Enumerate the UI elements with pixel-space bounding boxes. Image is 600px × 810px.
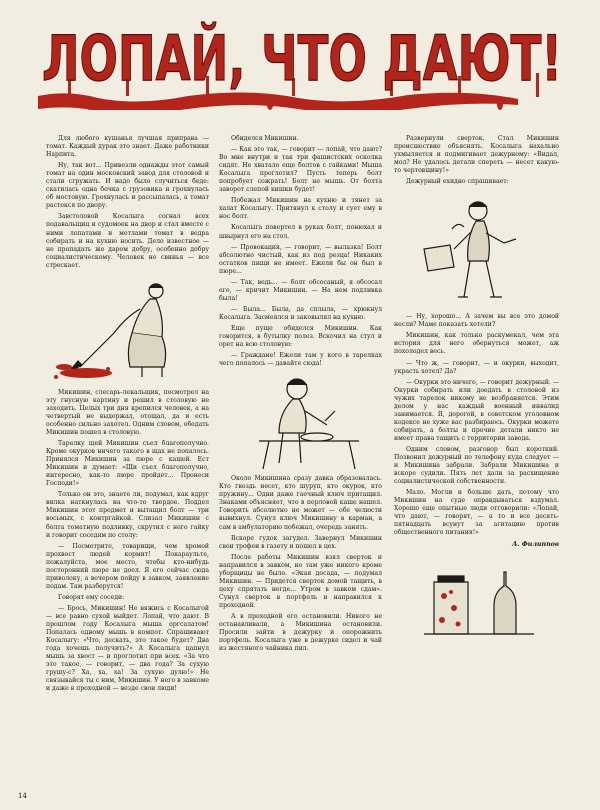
paragraph: — Так, ведь... — болт обсосаный, я обсосал его, — кричит Микишин. — На нем подливка была! [219,278,382,302]
paragraph: Микишин, слесарь-лекальщик, посмотрел на эту гнусную картину и решил в столовую не заходить. Целых три дня крепился человек, а на четвертый не выдержал, отощал, да и есть особенно сильно захотел. Одним словом, обедать Микишин пошел в столовую. [46,388,209,436]
paragraph: Косалыга повертел в руках болт, понюхал и швырнул его на стол. [219,224,382,240]
paragraph: Только он это, знаете ли, подумал, как вдруг вилка наткнулась на что-то твердое. Поддел Микишин этот предмет и вытащил болт — три восьмых, с контргайкой. Слизал Микишин с болта томатную подливку, скрутил с него гайку и говорит соседям по столу: [46,491,209,539]
paragraph: — Как это так, — говорит — лопай, что дают? Во мне внутри и так три фашистских осколка сидят. Не хватало еще болтов с гайками! Мыша Косалыга проглотил? Пусть теперь болт попробует сожрать! Болт не мышь. От болта заворот слепой кишки будет! [219,146,382,194]
paragraph: Дежурный ехидно спрашивает: [406,178,509,186]
jar-and-bottle-illustration [394,552,559,644]
paragraph: Микишин, как только раскумекал, чем эта история для него обернуться может, аж похолодел весь. [394,332,559,356]
title-text: ЛОПАЙ, ЧТО ДАЮТ! [42,22,562,95]
paragraph: Для любого кушанья лучшая приправа — томат. Каждый дурак это знает. Даже работники Нарпита. [46,135,209,159]
paragraph: — Провокация, — говорит, — вылазка! Болт абсолютно чистый, как из под резца! Никаких остатков пищи не имеет. Ежели бы он был в пюре... [219,243,382,275]
paragraph: Обиделся Микишин. [231,135,299,142]
paragraph: Завстоловой Косалыга согнал всех подавальщиц и судомоек на двор и стал вместе с ними лопатами и метлами томат в ведра собирать и на кухню носить. Дело известное — не пропадать же даром добру, особенно добру социалистическому. Человек не свинья — все стрескает. [46,213,209,269]
paragraph: Мало. Могли и больше дать, потому что Микишин на суде оправдываться вздумал. Хорошо еще опытные люди отговорили: «Лопай, что дают, — говорят, — а то и все десять-пятнадцать всунут за агитацию против общественного питания!» [394,489,559,537]
paragraph: Еще пуще обиделся Микишин. Как говорится, в бутылку полез. Вскочил на стул и орет на всю столовую: [219,324,382,349]
paragraph: Около Микишина сразу давка образовалась. Кто гвоздь несет, кто шуруп, кто окурок, кто пружину... Одни даже гаечный ключ притащил. Знаками объясняет, что в перловой каше нашел. Говорить абсолютно не может — обе челюсти вывихнул. Сунул ключ Микишину в карман, а сам в амбулаторию побежал, очередь занять. [219,475,382,531]
attendant-on-phone-illustration [394,189,559,309]
paragraph: — Посмотрите, товарищи, чем хромой прохвост людей кормит! Покараульте, пожалуйста, мое место, чтобы кто-нибудь посторонний пюре не доел. Я его сейчас сюда приволоку, а вечером пойду в завком, заявление подам. Там разберутся! [46,542,209,590]
paragraph: — Что ж, — говорит, — и окурки, выходит, украсть хотел? Да? [394,359,559,375]
paragraph: — Граждане! Ежели там у кого в тарелках чего попалось — давайте сюда! [219,352,382,368]
title-banner [30,18,575,110]
author-signature: А. Филиппов [512,540,559,548]
page-number: 14 [18,792,27,800]
paragraph: Тарелку щей Микишин съел благополучно. Кроме окурков ничего такого в щах не попалось. Принялся Микишин за пюре с кашей. Ест Микишин и думает: «Щи съел благополучно, интересно, как-то пюре пройдет... Пронеси Господи!» [46,440,209,488]
paragraph: Одним словом, разговор был короткий. Позвонил дежурный по телефону куда следует — и Микишина забрали. Забрали Микишина и вскоре судили. Пять лет дали за расхищение социалистической собственности. [394,445,559,486]
title-drip-decoration [30,18,575,110]
paragraph: Говорят ему соседи: [58,593,125,601]
man-eating-illustration [219,371,382,471]
paragraph: А в проходной его остановили. Никого не останавливали, а Микишина остановили. Просили зайти в дежурку и опорожнить портфель. Косалыга уже в дежурке сидел и чай из жестяного чайника пил. [219,612,382,653]
paragraph: — Была... Была, да сплыла, — хрюкнул Косалыга. Засмеялся и заковылял на кухню. [219,305,382,321]
paragraph: — Брось, Микишин! Не вяжись с Косалыгой — все равно сухой выйдет. Лопай, что дают. В прошлом году Косалыга мыша оргсалатом! Попалась одному мышь в компот. Спрашивают Косалыгу: «Что, дескать, это такое будет? Два года хочешь получить?» А Косалыга цапнул мышь за хвост — и проглотил при всех. «За что это такое, — говорит, — два года? За сухую грушу-с? Ха, ха, ха! За сухую дулю!» Не связывайся ты с ним, Микишин. У него в завкоме и даже в проходной — везде свои люди! [46,604,209,693]
paragraph: — Ну, хорошо... А зачем вы все это домой несли? Маме показать хотели? [394,313,559,329]
paragraph: Вскоре гудок загудел. Завернул Микишин свои трофеи в газету и пошел в цех. [219,534,382,550]
paragraph: После работы Микишин взял сверток и направился в завком, но там уже никого кроме уборщицы не было. «Экая досада, — подумал Микишин. — Придется сверток домой тащить, в цеху спрятать негде... Утром в завком сдам». Сунул сверток в портфель и направился к проходной. [219,553,382,609]
paragraph: — Окурки это ничего, — говорит дежурный. — Окурки собирать или доедать в столовой из чужих тарелок никому не возбраняется. Этим делом у нас каждый военный инвалид занимается. Я, дорогой, в советском уголовном кодексе не хуже вас разбираюсь. Окурки можете собирать, а болты и прочие детали никто не имеет права тащить с территории завода. [394,378,559,442]
column-3 [394,135,559,648]
woman-sweeping-illustration [46,273,209,385]
paragraph: Ну, так вот... Привезли однажды этот самый томат на один московский завод для столовой и стали сгружать. И надо было случиться беде: скатилась одна бочка с грузовика и грохнулась об мостовую. Грохнулась и рассыпалась, а томат растекся по двору. [46,162,209,210]
paragraph: Побежал Микишин на кухню и тянет за халат Косалыгу. Притянул к столу и сует ему в нос болт. [219,197,382,221]
column-2 [219,135,382,653]
paragraph: Развернули сверток. Стал Микишин происшествие объяснять. Косалыга нахально ухмыляется и подмигивает дежурному: «Видал, мол? Не удалось детали спереть — несет какую-то чертовщину!» [394,135,559,175]
column-1 [46,135,209,693]
